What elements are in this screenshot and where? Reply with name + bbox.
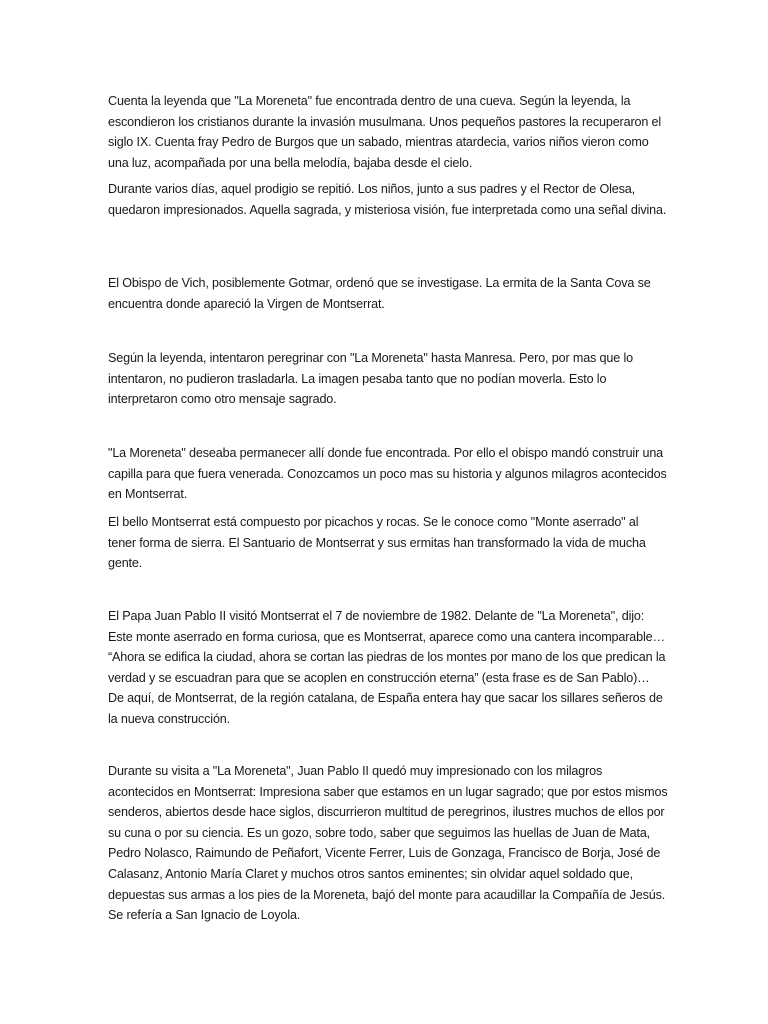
paragraph-monte-aserrado: El bello Montserrat está compuesto por picachos y rocas. Se le conoce como "Monte aserrado" al tener forma de sierra. El Santuario de Montserrat y sus ermitas han transformado la vida de mucha gente. bbox=[108, 515, 646, 571]
paragraph-bishop-vich: El Obispo de Vich, posiblemente Gotmar, ordenó que se investigase. La ermita de la Santa Cova se encuentra donde apareció la Virgen de Montserrat. bbox=[108, 276, 651, 311]
paragraph-prodigy-repeated: Durante varios días, aquel prodigio se repitió. Los niños, junto a sus padres y el Rector de Olesa, quedaron impresionados. Aquella sagrada, y misteriosa visión, fue interpretada como una señal divina. bbox=[108, 182, 667, 217]
paragraph-manresa-attempt: Según la leyenda, intentaron peregrinar con "La Moreneta" hasta Manresa. Pero, por mas que lo intentaron, no pudieron trasladarla. La imagen pesaba tanto que no podían moverla. Esto lo interpretaron como otro mensaje sagrado. bbox=[108, 351, 633, 407]
paragraph-pope-miracles: Durante su visita a "La Moreneta", Juan Pablo II quedó muy impresionado con los milagros acontecidos en Montserrat: Impresiona saber que estamos en un lugar sagrado; que por estos mismos senderos, abiertos desde hace siglos, discurrieron multitud de peregrinos, ilustres muchos de ellos por su cuna o por su ciencia. Es un gozo, sobre todo, saber que seguimos las huellas de Juan de Mata, Pedro Nolasco, Raimundo de Peñafort, Vicente Ferrer, Luis de Gonzaga, Francisco de Borja, José de Calasanz, Antonio María Claret y muchos otros santos eminentes; sin olvidar aquel soldado que, depuestas sus armas a los pies de la Moreneta, bajó del monte para acaudillar la Compañía de Jesús. Se refería a San Ignacio de Loyola. bbox=[108, 764, 668, 923]
paragraph-pope-visit: El Papa Juan Pablo II visitó Montserrat el 7 de noviembre de 1982. Delante de "La Moreneta", dijo: Este monte aserrado en forma curiosa, que es Montserrat, aparece como una cantera incomparable… “Ahora se edifica la ciudad, ahora se cortan las piedras de los montes por mano de los que predican la verdad y se escuadran para que se acoplen en construcción eterna” (esta frase es de San Pablo)… De aquí, de Montserrat, de la región catalana, de España entera hay que sacar los sillares señeros de la nueva construcción. bbox=[108, 609, 666, 726]
paragraph-chapel-built: "La Moreneta" deseaba permanecer allí donde fue encontrada. Por ello el obispo mandó construir una capilla para que fuera venerada. Conozcamos un poco mas su historia y algunos milagros acontecidos en Montserrat. bbox=[108, 446, 667, 502]
paragraph-legend-cave: Cuenta la leyenda que "La Moreneta" fue encontrada dentro de una cueva. Según la leyenda, la escondieron los cristianos durante la invasión musulmana. Unos pequeños pastores la recuperaron el siglo IX. Cuenta fray Pedro de Burgos que un sabado, mientras atardecia, varios niños vieron como una luz, acompañada por una bella melodía, bajaba desde el cielo. bbox=[108, 94, 662, 170]
